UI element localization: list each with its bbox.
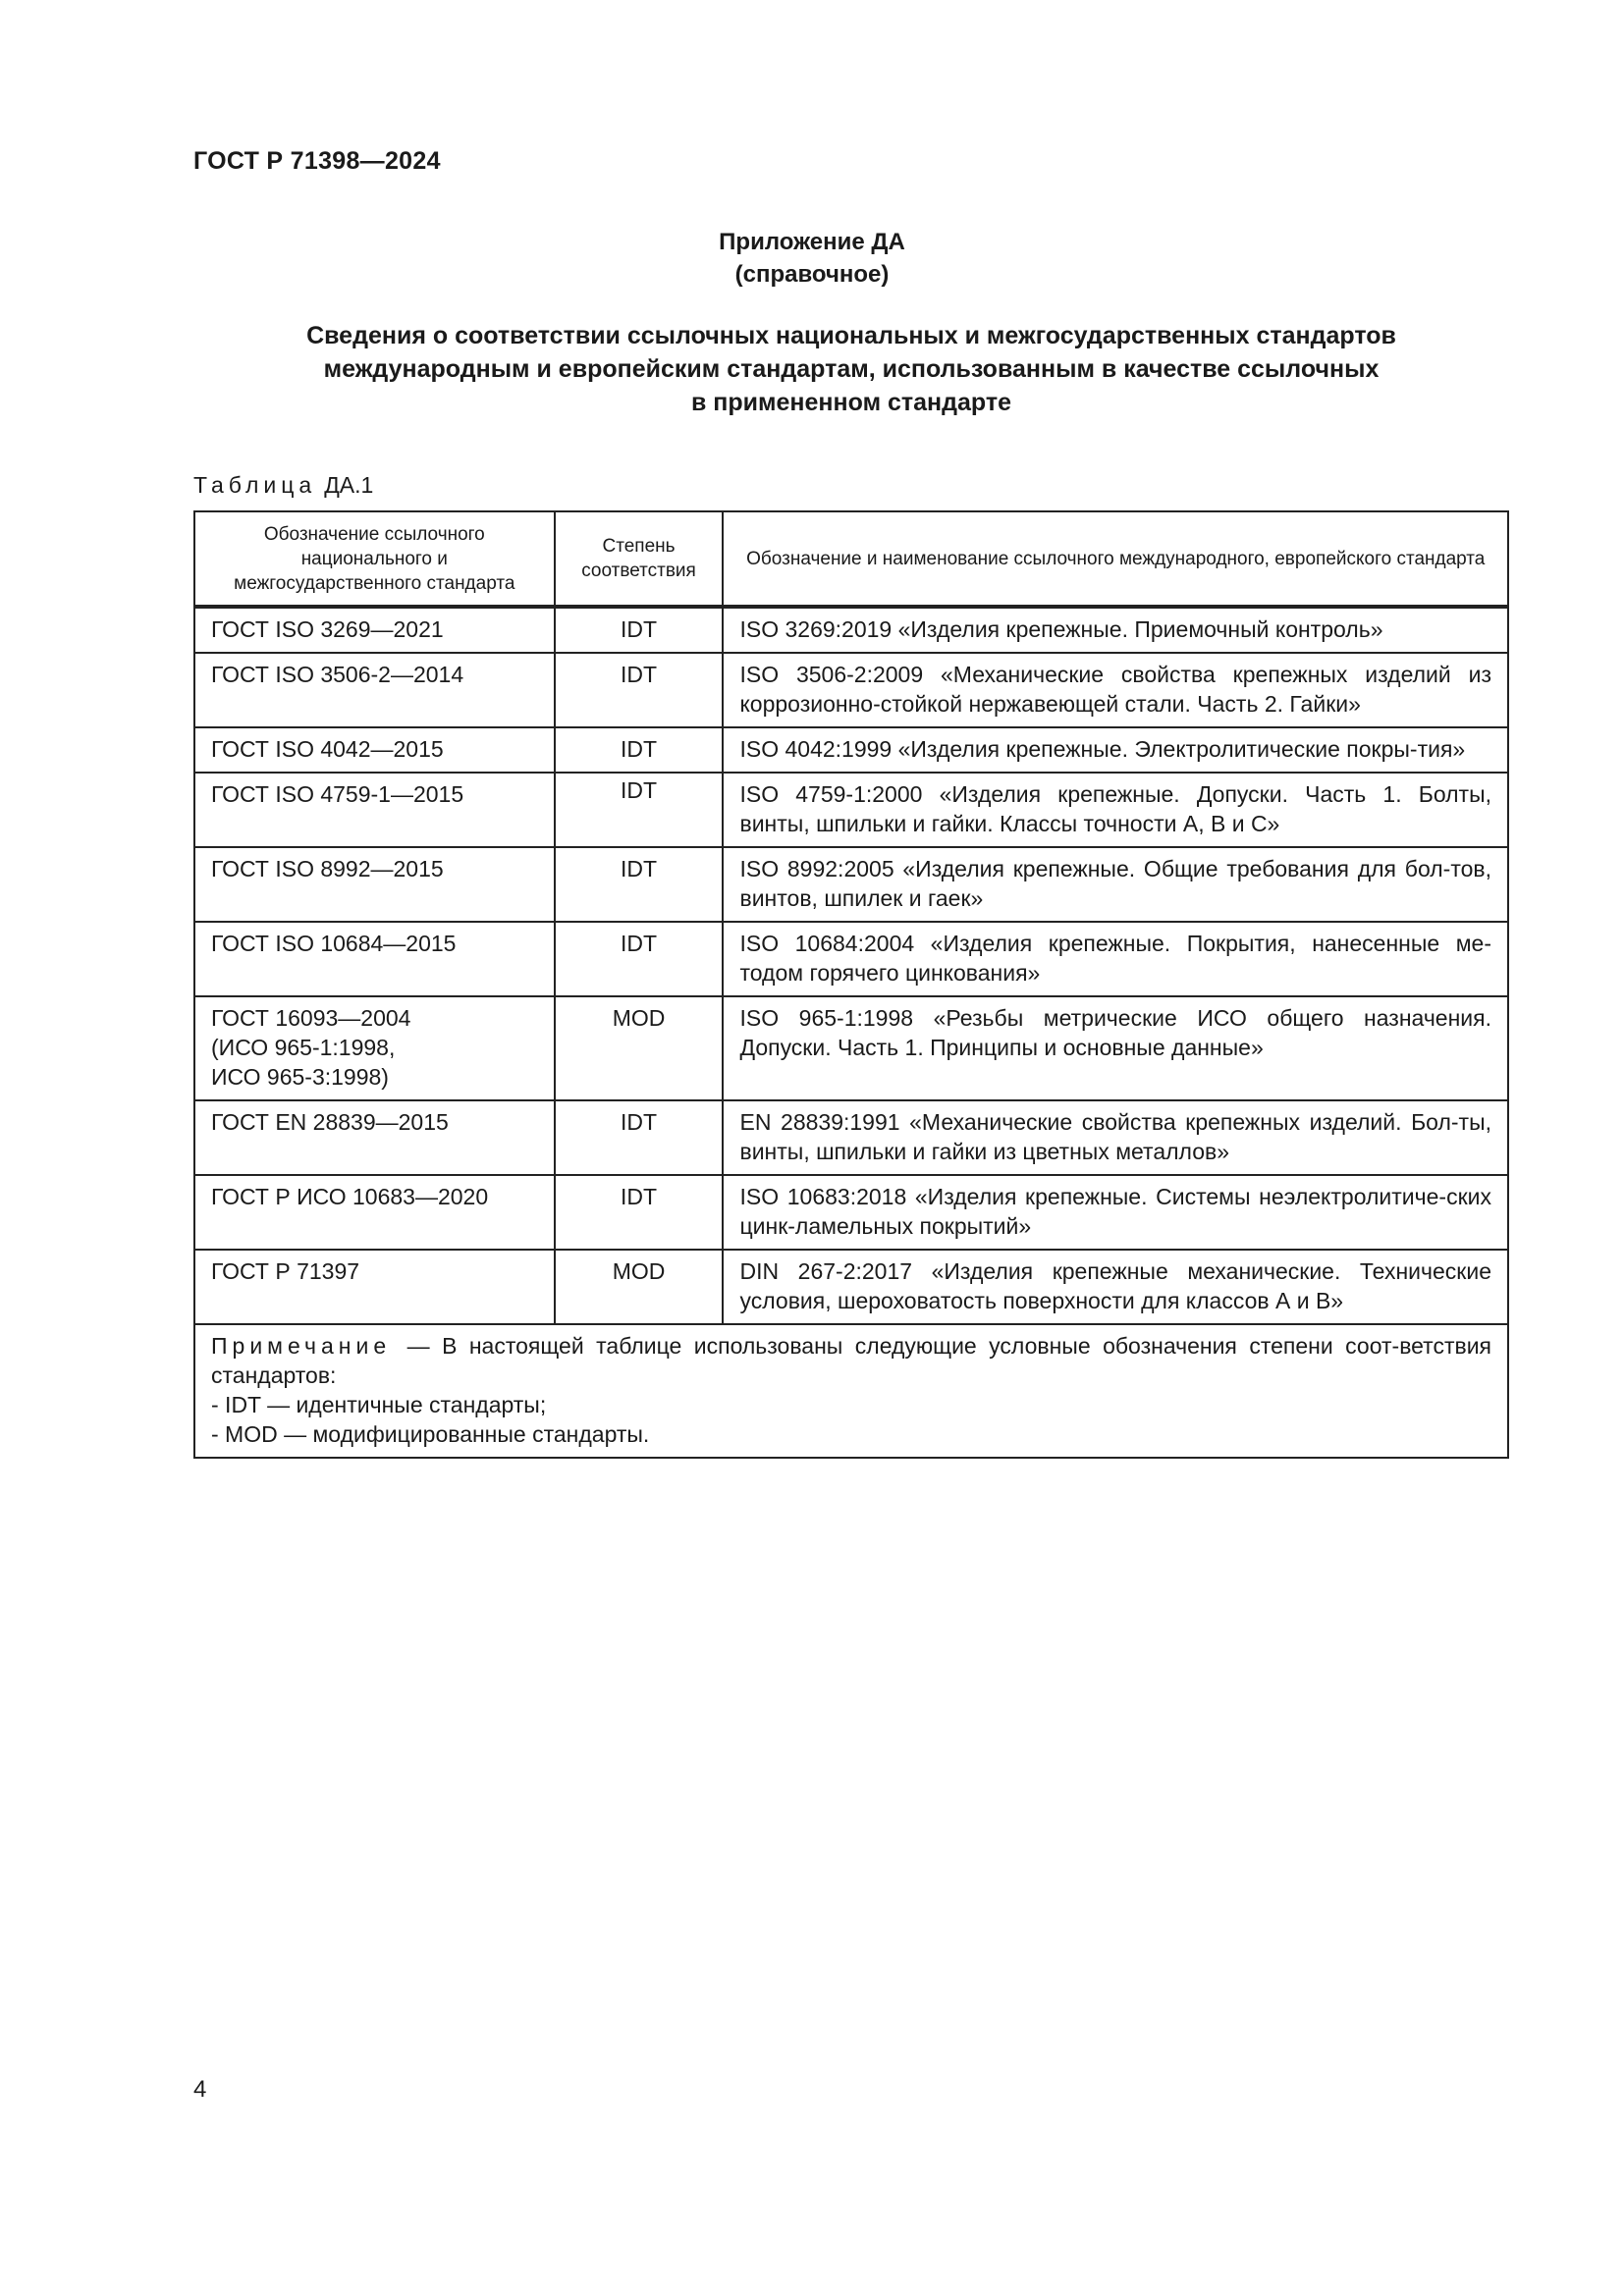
page-number: 4 <box>193 2076 207 2103</box>
table-row <box>194 922 1508 996</box>
national-standard-cell: ГОСТ ISO 10684—2015 <box>194 922 555 996</box>
degree-cell: IDT <box>555 773 724 847</box>
international-standard-cell: ISO 10683:2018 «Изделия крепежные. Системы неэлектролитиче-ских цинк-ламельных покрытий» <box>723 1175 1508 1250</box>
national-standard-cell: ГОСТ Р ИСО 10683—2020 <box>194 1175 555 1250</box>
international-standard-cell: ISO 8992:2005 «Изделия крепежные. Общие требования для бол-тов, винтов, шпилек и гаек» <box>723 847 1508 922</box>
national-standard-cell <box>194 996 555 1100</box>
table-caption-word: Таблица <box>193 472 317 498</box>
column-header-degree: Степень соответствия <box>555 511 724 607</box>
document-code: ГОСТ Р 71398—2024 <box>193 147 441 175</box>
degree-cell: MOD <box>555 996 724 1100</box>
table-row <box>194 996 1508 1100</box>
appendix-title-block <box>0 226 1624 291</box>
degree-cell: IDT <box>555 847 724 922</box>
degree-cell: IDT <box>555 922 724 996</box>
national-standard-cell: ГОСТ Р 71397 <box>194 1250 555 1324</box>
column-header-national: Обозначение ссылочного национального и межгосударственного стандарта <box>194 511 555 607</box>
table-header-row <box>194 511 1508 607</box>
international-standard-cell: DIN 267-2:2017 «Изделия крепежные механические. Технические условия, шероховатость поверхности для классов А и В» <box>723 1250 1508 1324</box>
national-standard-cell: ГОСТ ISO 3506-2—2014 <box>194 653 555 727</box>
appendix-title: Приложение ДА <box>719 229 905 255</box>
standards-table <box>193 510 1509 1459</box>
international-standard-cell: ISO 4759-1:2000 «Изделия крепежные. Допуски. Часть 1. Болты, винты, шпильки и гайки. Классы точности А, В и С» <box>723 773 1508 847</box>
table-row <box>194 653 1508 727</box>
table-row <box>194 847 1508 922</box>
national-standard-cell: ГОСТ ISO 4759-1—2015 <box>194 773 555 847</box>
note-item: - MOD — модифицированные стандарты. <box>211 1421 650 1447</box>
table-row <box>194 1250 1508 1324</box>
table-row <box>194 1100 1508 1175</box>
table-caption-number: ДА.1 <box>324 472 374 498</box>
note-item: - IDT — идентичные стандарты; <box>211 1392 547 1417</box>
international-standard-cell: ISO 3506-2:2009 «Механические свойства крепежных изделий из коррозионно-стойкой нержавеющей стали. Часть 2. Гайки» <box>723 653 1508 727</box>
degree-cell: IDT <box>555 653 724 727</box>
national-standard-line: ИСО 965-3:1998) <box>211 1064 389 1090</box>
column-header-international: Обозначение и наименование ссылочного международного, европейского стандарта <box>723 511 1508 607</box>
national-standard-line: ГОСТ 16093—2004 <box>211 1005 411 1031</box>
degree-cell: IDT <box>555 607 724 653</box>
degree-cell: IDT <box>555 727 724 773</box>
international-standard-cell: ISO 10684:2004 «Изделия крепежные. Покрытия, нанесенные ме-тодом горячего цинкования» <box>723 922 1508 996</box>
table-row <box>194 1175 1508 1250</box>
table-row <box>194 727 1508 773</box>
heading-line-2: международным и европейским стандартам, использованным в качестве ссылочных <box>323 355 1380 383</box>
heading-line-1: Сведения о соответствии ссылочных национальных и межгосударственных стандартов <box>306 322 1396 349</box>
national-standard-cell: ГОСТ ISO 4042—2015 <box>194 727 555 773</box>
degree-cell: IDT <box>555 1100 724 1175</box>
national-standard-cell: ГОСТ ISO 8992—2015 <box>194 847 555 922</box>
international-standard-cell: EN 28839:1991 «Механические свойства крепежных изделий. Бол-ты, винты, шпильки и гайки из цветных металлов» <box>723 1100 1508 1175</box>
international-standard-cell: ISO 3269:2019 «Изделия крепежные. Приемочный контроль» <box>723 607 1508 653</box>
national-standard-cell: ГОСТ ISO 3269—2021 <box>194 607 555 653</box>
table-caption <box>193 472 373 499</box>
national-standard-cell: ГОСТ EN 28839—2015 <box>194 1100 555 1175</box>
table-note <box>194 1324 1508 1458</box>
national-standard-line: (ИСО 965-1:1998, <box>211 1035 396 1060</box>
note-lead <box>211 1331 1491 1390</box>
appendix-subtitle: (справочное) <box>734 261 890 288</box>
heading-line-3: в примененном стандарте <box>690 389 1012 416</box>
section-heading <box>193 319 1509 419</box>
international-standard-cell: ISO 4042:1999 «Изделия крепежные. Электролитические покры-тия» <box>723 727 1508 773</box>
table-row <box>194 773 1508 847</box>
note-label: Примечание <box>211 1333 392 1359</box>
degree-cell: MOD <box>555 1250 724 1324</box>
table-note-row <box>194 1324 1508 1458</box>
degree-cell: IDT <box>555 1175 724 1250</box>
table-row <box>194 607 1508 653</box>
note-text: — В настоящей таблице использованы следующие условные обозначения степени соот-ветствия стандартов: <box>211 1333 1492 1388</box>
international-standard-cell: ISO 965-1:1998 «Резьбы метрические ИСО общего назначения. Допуски. Часть 1. Принципы и основные данные» <box>723 996 1508 1100</box>
